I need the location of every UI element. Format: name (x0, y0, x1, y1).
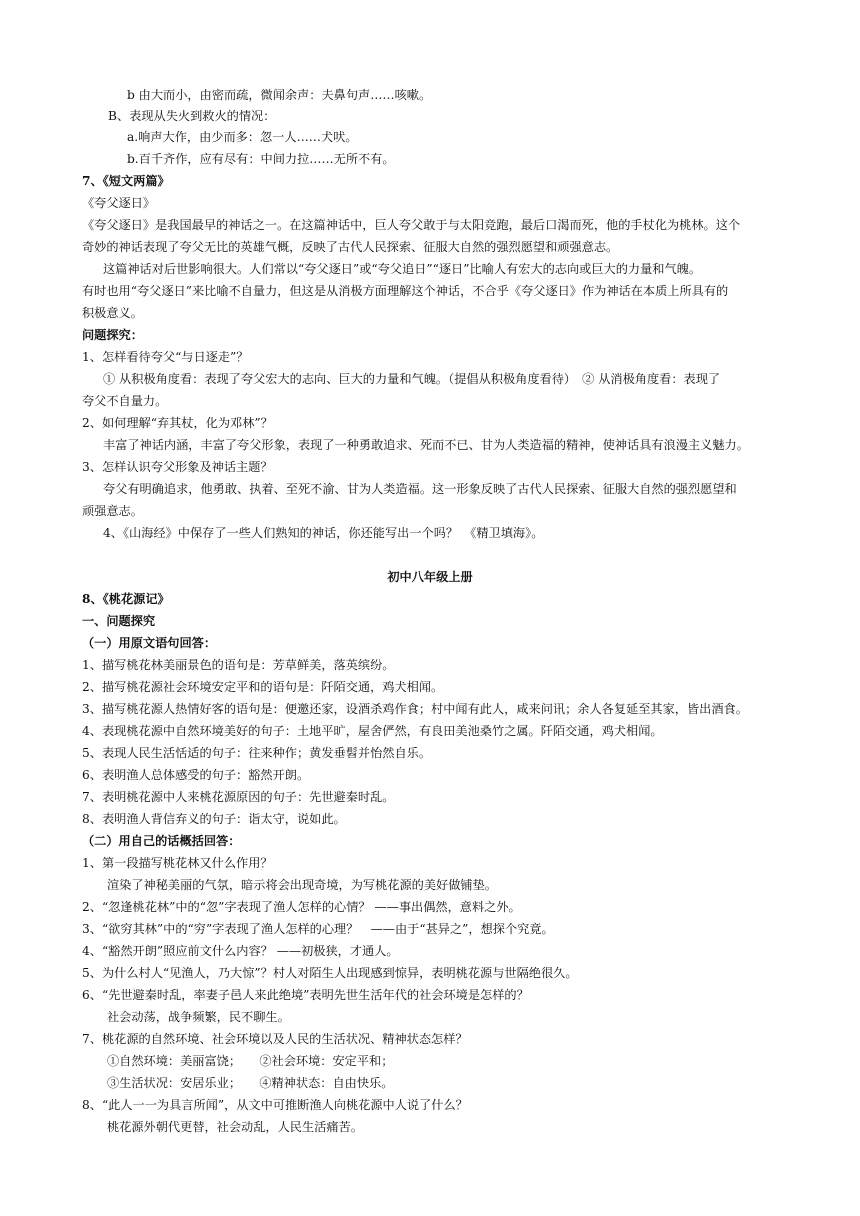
question: 7、桃花源的自然环境、社会环境以及人民的生活状况、精神状态怎样？ (82, 1032, 468, 1046)
text-line: b 由大而小，由密而疏，微闻余声：夫鼻句声……咳嗽。 (127, 88, 432, 102)
question: 1、第一段描写桃花林又什么作用？ (82, 856, 273, 870)
answer-line: 夸父不自量力。 (82, 394, 168, 408)
question: 1、怎样看待夸父“与日逐走”？ (82, 350, 249, 364)
list-item: 6、表明渔人总体感受的句子：豁然开朗。 (82, 768, 310, 782)
list-item: 7、表明桃花源中人来桃花源原因的句子：先世避秦时乱。 (82, 790, 395, 804)
text-line: 《夸父逐日》 (82, 196, 156, 210)
subheading: 一、问题探究 (82, 614, 156, 628)
section-heading: 7、《短文两篇》 (82, 174, 170, 188)
list-item: 3、描写桃花源人热情好客的语句是：便邀还家，设酒杀鸡作食；村中闻有此人，咸来问讯；余人各复延至其家，皆出酒食。 (82, 702, 748, 716)
answer-line: 顽强意志。 (82, 504, 143, 518)
list-item: 5、表现人民生活恬适的句子：往来种作；黄发垂髫并怡然自乐。 (82, 746, 432, 760)
list-item: 4、表现桃花源中自然环境美好的句子：土地平旷，屋舍俨然，有良田美池桑竹之属。阡陌交通，鸡犬相闻。 (82, 724, 663, 738)
answer-line: ③生活状况：安居乐业； ④精神状态：自由快乐。 (107, 1076, 394, 1090)
question: 5、为什么村人“见渔人，乃大惊”？村人对陌生人出现感到惊异，表明桃花源与世隔绝很久。 (82, 966, 578, 980)
text-line: B、表现从失火到救火的情况： (108, 109, 276, 123)
text-line: 这篇神话对后世影响很大。人们常以“夸父逐日”或“夸父追日”“逐日”比喻人有宏大的志向或巨大的力量和气魄。 (103, 262, 702, 276)
list-item: 2、描写桃花源社会环境安定平和的语句是：阡陌交通，鸡犬相闻。 (82, 680, 444, 694)
question: 2、“忽逢桃花林”中的“忽”字表现了渔人怎样的心情？ ——事出偶然，意料之外。 (82, 900, 521, 914)
answer-line: 渲染了神秘美丽的气氛，暗示将会出现奇境，为写桃花源的美好做铺垫。 (107, 878, 497, 892)
subheading: 问题探究： (82, 328, 143, 342)
list-item: 8、表明渔人背信弃义的句子：诣太守，说如此。 (82, 812, 346, 826)
text-line: a.响声大作，由少而多：忽一人……犬吠。 (127, 130, 358, 144)
text-line: 积极意义。 (82, 306, 143, 320)
subheading: （二）用自己的话概括回答： (82, 834, 241, 848)
list-item: 1、描写桃花林美丽景色的语句是：芳草鲜美，落英缤纷。 (82, 658, 395, 672)
answer-line: 丰富了神话内涵，丰富了夸父形象，表现了一种勇敢追求、死而不已、甘为人类造福的精神，使神话具有浪漫主义魅力。 (103, 438, 749, 452)
text-line: 奇妙的神话表现了夸父无比的英雄气概，反映了古代人民探索、征服大自然的强烈愿望和顽强意志。 (82, 240, 619, 254)
section-heading: 8、《桃花源记》 (82, 592, 170, 606)
text-line: 《夸父逐日》是我国最早的神话之一。在这篇神话中，巨人夸父敢于与太阳竞跑，最后口渴而死，他的手杖化为桃林。这个 (82, 218, 741, 232)
answer-line: ①自然环境：美丽富饶； ②社会环境：安定平和； (107, 1054, 394, 1068)
question: 8、“此人一一为具言所闻”，从文中可推断渔人向桃花源中人说了什么？ (82, 1098, 468, 1112)
subheading: （一）用原文语句回答： (82, 636, 217, 650)
question: 2、如何理解“弃其杖，化为邓林”？ (82, 416, 273, 430)
question: 3、“欲穷其林”中的“穷”字表现了渔人怎样的心理？ ——由于“甚异之”，想探个究竟。 (82, 922, 554, 936)
text-line: b.百千齐作，应有尽有：中间力拉……无所不有。 (127, 152, 395, 166)
answer-line: 社会动荡，战争频繁，民不聊生。 (107, 1010, 290, 1024)
answer-line: 夸父有明确追求，他勇敢、执着、至死不渝、甘为人类造福。这一形象反映了古代人民探索、征服大自然的强烈愿望和 (103, 482, 737, 496)
question: 4、“豁然开朗”照应前文什么内容？ ——初极狭，才通人。 (82, 944, 399, 958)
grade-heading: 初中八年级上册 (387, 570, 473, 584)
answer-line: ① 从积极角度看：表现了夸父宏大的志向、巨大的力量和气魄。（提倡从积极角度看待） ② 从消极角度看：表现了 (103, 372, 721, 386)
text-line: 有时也用“夸父逐日”来比喻不自量力，但这是从消极方面理解这个神话，不合乎《夸父逐日》作为神话在本质上所具有的 (82, 284, 729, 298)
question: 6、“先世避秦时乱，率妻子邑人来此绝境”表明先世生活年代的社会环境是怎样的？ (82, 988, 529, 1002)
question: 3、怎样认识夸父形象及神话主题？ (82, 460, 273, 474)
answer-line: 桃花源外朝代更替，社会动乱，人民生活痛苦。 (107, 1120, 363, 1134)
question: 4、《山海经》中保存了一些人们熟知的神话，你还能写出一个吗？ 《精卫填海》。 (103, 526, 544, 540)
